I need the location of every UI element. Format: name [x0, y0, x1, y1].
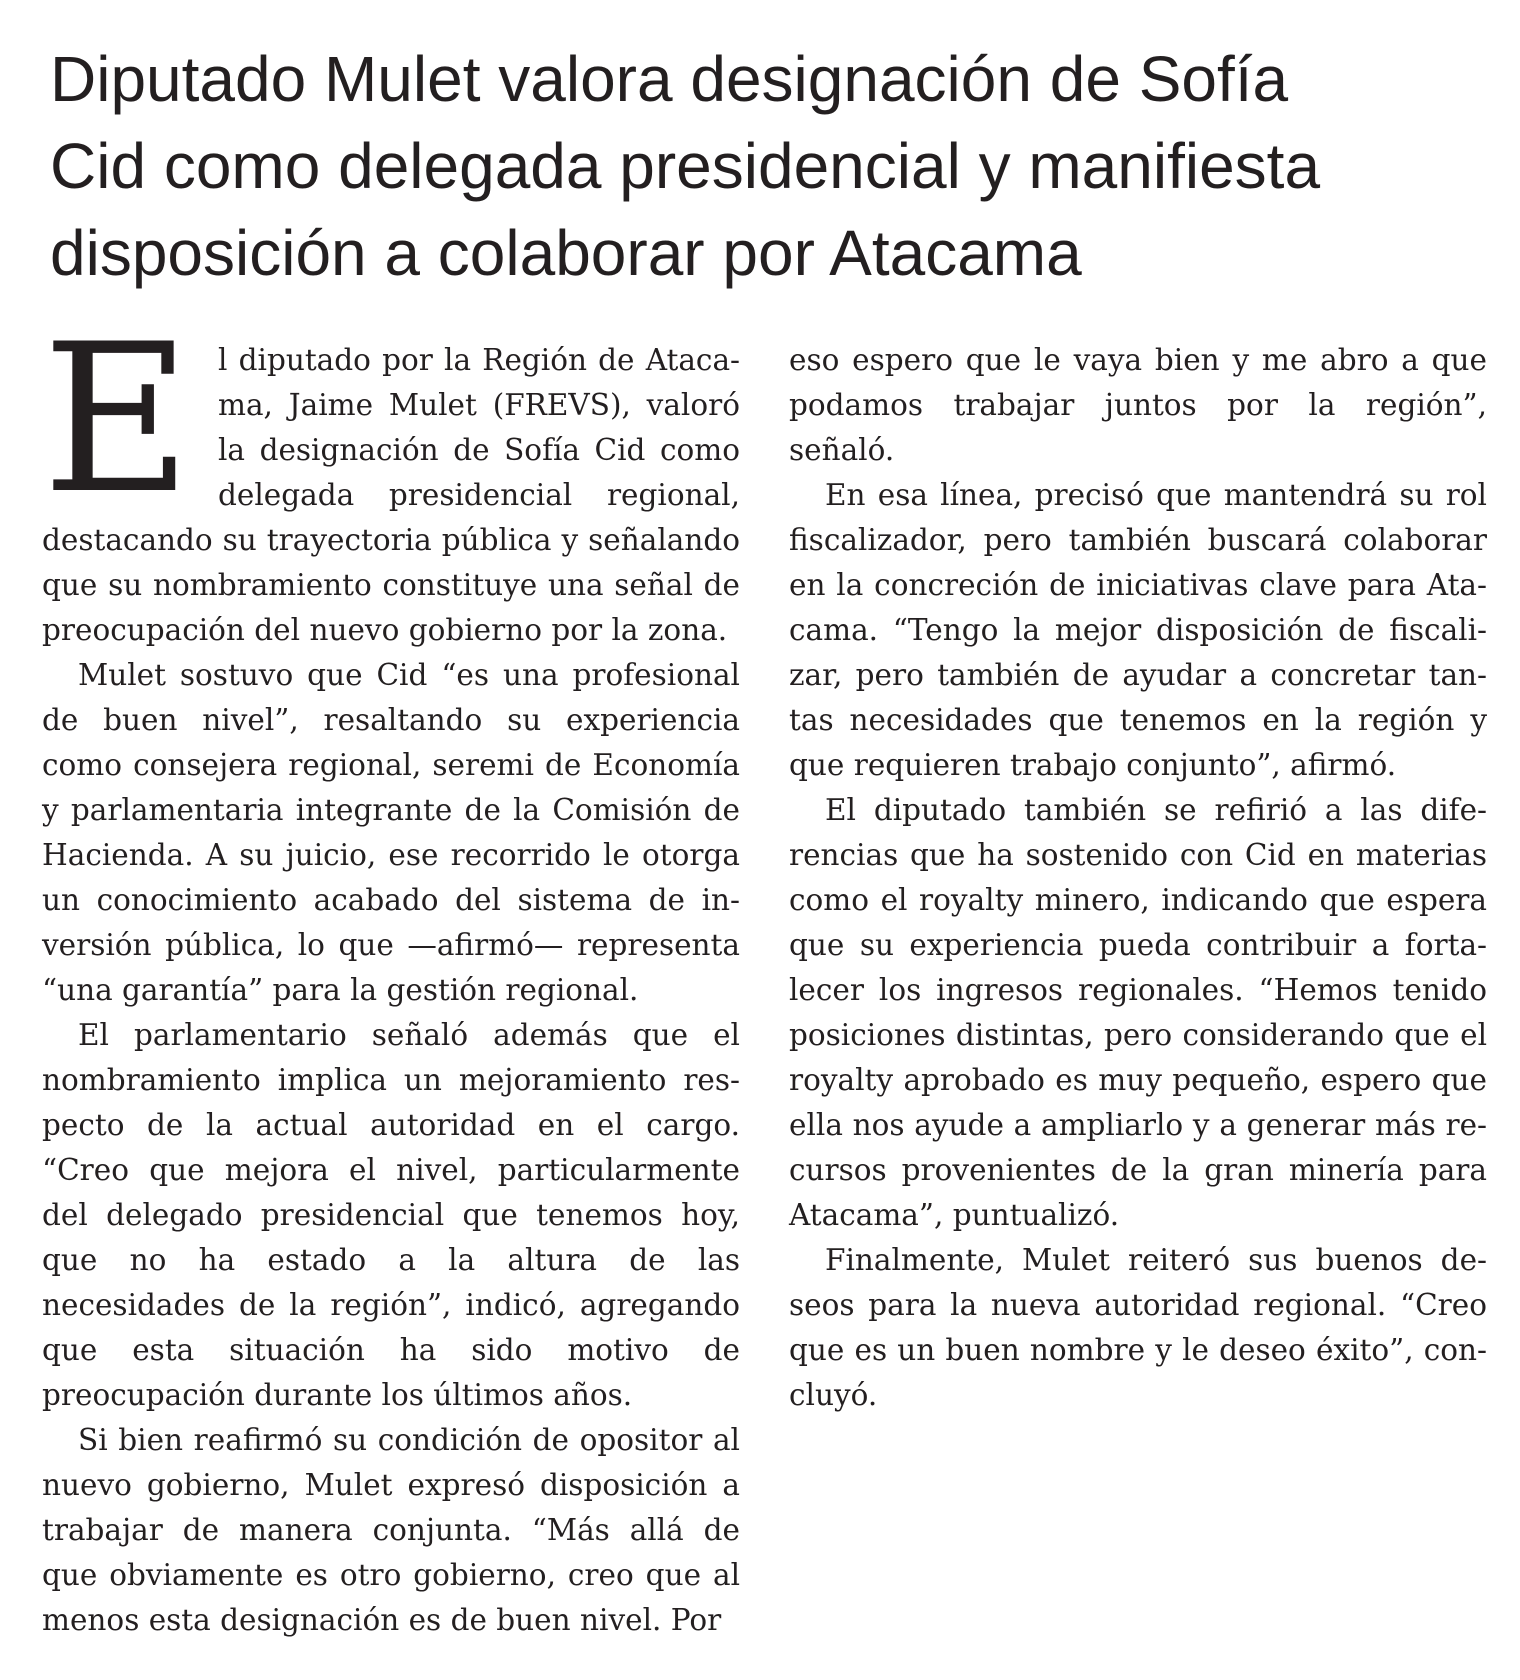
body-paragraph: Mulet sostuvo que Cid “es una profesional de buen nivel”, resaltando su experiencia como consejera regional, seremi de Economía y parlamentaria integrante de la Comisión de Hacienda. A su juicio, ese recorrido le otorga un conocimiento acabado del sistema de inversión pública, lo que —afirmó— representa “una garantía” para la gestión regional. — [42, 658, 740, 1007]
body-paragraph: El diputado también se refirió a las diferencias que ha sostenido con Cid en materias como el royalty minero, indicando que espera que su experiencia pueda contribuir a fortalecer los ingresos regionales. “Hemos tenido posiciones distintas, pero considerando que el royalty aprobado es muy pequeño, espero que ella nos ayude a ampliarlo y a generar más recursos provenientes de la gran minería para Atacama”, puntualizó. — [789, 793, 1487, 1232]
drop-cap: E — [42, 301, 192, 539]
body-paragraph: Finalmente, Mulet reiteró sus buenos deseos para la nueva autoridad regional. “Creo que es un buen nombre y le deseo éxito”, concluyó. — [789, 1243, 1487, 1412]
body-paragraph: l diputado por la Región de Atacama, Jaime Mulet (FREVS), valoró la designación de Sofía Cid como delegada presidencial regional, destacando su trayectoria pública y señalando que su nombramiento constituye una señal de preocupación del nuevo gobierno por la zona. — [42, 343, 740, 647]
article-column-right — [789, 338, 1487, 1418]
headline — [50, 36, 1490, 297]
headline-line: disposición a colaborar por Atacama — [50, 217, 1082, 289]
body-paragraph: El parlamentario señaló además que el nombramiento implica un mejoramiento respecto de la actual autoridad en el cargo. “Creo que mejora el nivel, particularmente del delegado presidencial que tenemos hoy, que no ha estado a la altura de las necesidades de la región”, indicó, agregando que esta situación ha sido motivo de preocupación durante los últimos años. — [42, 1018, 740, 1412]
article-column-left — [42, 301, 740, 1643]
body-paragraph: eso espero que le vaya bien y me abro a que podamos trabajar juntos por la región”, señaló. — [789, 343, 1487, 467]
headline-line: Cid como delegada presidencial y manifiesta — [50, 130, 1321, 202]
body-paragraph: En esa línea, precisó que mantendrá su rol fiscalizador, pero también buscará colaborar en la concreción de iniciativas clave para Atacama. “Tengo la mejor disposición de fiscalizar, pero también de ayudar a concretar tantas necesidades que tenemos en la región y que requieren trabajo conjunto”, afirmó. — [789, 478, 1487, 782]
headline-line: Diputado Mulet valora designación de Sofía — [50, 43, 1289, 115]
body-paragraph: Si bien reafirmó su condición de opositor al nuevo gobierno, Mulet expresó disposición a trabajar de manera conjunta. “Más allá de que obviamente es otro gobierno, creo que al menos esta designación es de buen nivel. Por — [42, 1423, 740, 1637]
